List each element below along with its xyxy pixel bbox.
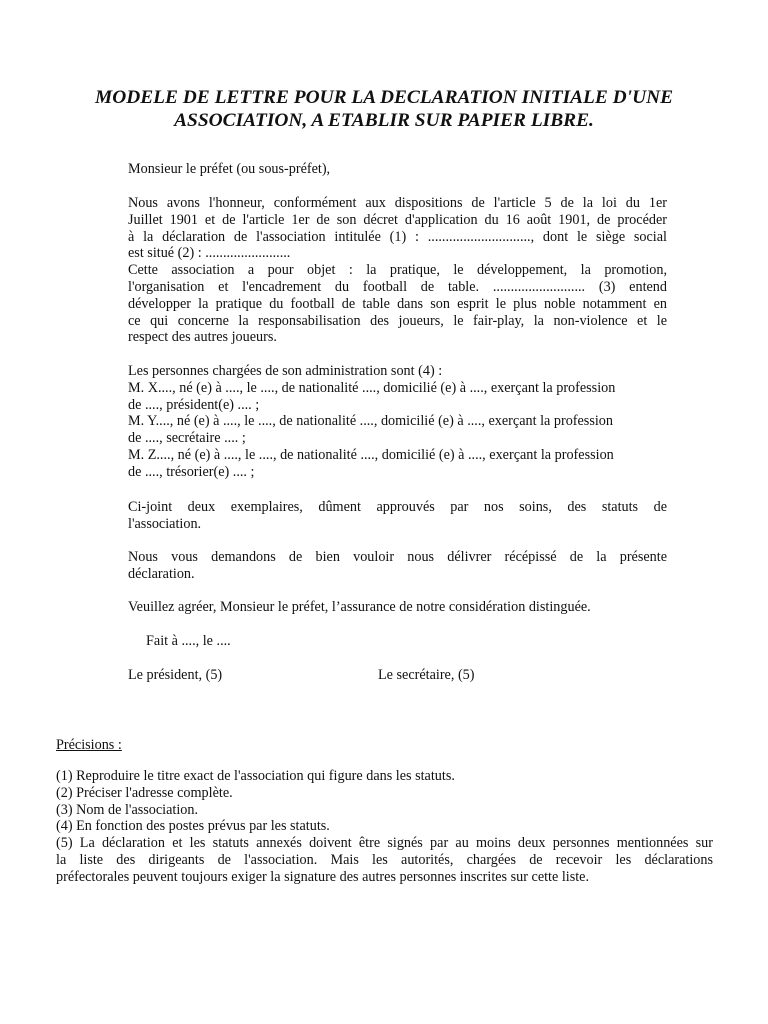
note-item-5-line: la liste des dirigeants de l'association. Mais les autorités, chargées de recevoir les déclarations — [56, 851, 713, 868]
title-line-1: MODELE DE LETTRE POUR LA DECLARATION INITIALE D'UNE — [94, 87, 674, 108]
notes-heading: Précisions : — [56, 737, 122, 753]
letter-paragraph-declaration — [128, 195, 667, 346]
note-item-5-line: préfectorales peuvent toujours exiger la signature des autres personnes inscrites sur cette liste. — [56, 868, 590, 885]
closing-text: Veuillez agréer, Monsieur le préfet, l’assurance de notre considération distinguée. — [128, 599, 591, 615]
administrator-line: de ...., trésorier(e) .... ; — [128, 463, 255, 480]
administration-intro: Les personnes chargées de son administration sont (4) : — [128, 363, 443, 379]
note-item: (2) Préciser l'adresse complète. — [56, 784, 233, 801]
greeting-text: Monsieur le préfet (ou sous-préfet), — [128, 161, 331, 177]
paragraph-line: respect des autres joueurs. — [128, 329, 277, 346]
paragraph-line: Nous avons l'honneur, conformément aux dispositions de l'article 5 de la loi du 1er — [128, 195, 667, 211]
administrator-line: M. Z...., né (e) à ...., le ...., de nationalité ...., domicilié (e) à ...., exerçant la profession — [128, 446, 614, 463]
paragraph-line: l'association. — [128, 515, 202, 532]
paragraph-line: Juillet 1901 et de l'article 1er de son décret d'application du 16 août 1901, de procéder — [128, 211, 667, 228]
administrator-line: de ...., président(e) .... ; — [128, 396, 260, 413]
signature-secretary: Le secrétaire, (5) — [378, 667, 475, 683]
paragraph-line: est situé (2) : ........................ — [128, 245, 291, 262]
letter-greeting — [128, 161, 667, 178]
letter-administration — [128, 363, 667, 481]
place-date-line: Fait à ...., le .... — [146, 633, 231, 649]
administrator-line: M. X...., né (e) à ...., le ...., de nationalité ...., domicilié (e) à ...., exerçant la profession — [128, 379, 616, 396]
paragraph-line: Ci-joint deux exemplaires, dûment approuvés par nos soins, des statuts de — [128, 499, 667, 515]
administrator-line: de ...., secrétaire .... ; — [128, 430, 246, 447]
letter-request-paragraph — [128, 549, 667, 583]
note-item: (4) En fonction des postes prévus par les statuts. — [56, 818, 330, 835]
note-item: (3) Nom de l'association. — [56, 801, 199, 818]
paragraph-line: Nous vous demandons de bien vouloir nous délivrer récépissé de la présente — [128, 549, 667, 565]
signature-president: Le président, (5) — [128, 667, 223, 683]
note-item: (1) Reproduire le titre exact de l'association qui figure dans les statuts. — [56, 768, 455, 784]
paragraph-line: déclaration. — [128, 565, 195, 582]
document-title — [40, 86, 728, 132]
letter-closing — [128, 599, 667, 616]
letter-copies-paragraph — [128, 499, 667, 533]
administrator-line: M. Y...., né (e) à ...., le ...., de nationalité ...., domicilié (e) à ...., exerçant la profession — [128, 413, 613, 430]
notes-list — [56, 768, 713, 886]
paragraph-line: l'organisation et l'encadrement du football de table. .......................... (3) entend — [128, 278, 667, 295]
paragraph-line: développer la pratique du football de table dans son esprit le plus noble notamment en — [128, 295, 667, 312]
paragraph-line: Cette association a pour objet : la pratique, le développement, la promotion, — [128, 262, 667, 279]
note-item-5-line: (5) La déclaration et les statuts annexés doivent être signés par au moins deux personnes mentionnées sur — [56, 835, 713, 852]
paragraph-line: à la déclaration de l'association intitulée (1) : ............................., dont le siège social — [128, 228, 667, 245]
title-line-2: ASSOCIATION, A ETABLIR SUR PAPIER LIBRE. — [174, 110, 594, 131]
paragraph-line: ce qui concerne la responsabilisation des joueurs, le fair-play, la non-violence et le — [128, 312, 667, 329]
